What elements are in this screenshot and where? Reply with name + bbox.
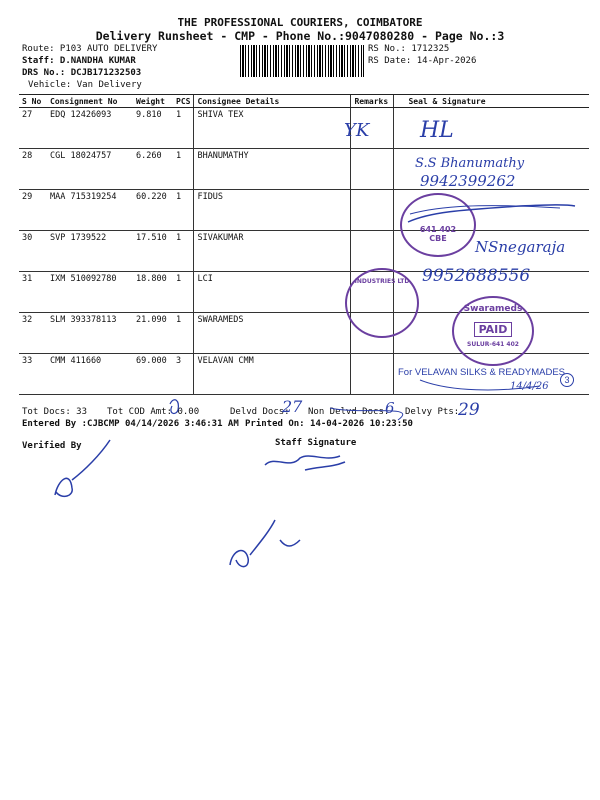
company-title: THE PROFESSIONAL COURIERS, COIMBATORE (177, 16, 423, 29)
non-delvd-docs: Non Delvd Docs: (308, 407, 390, 417)
signature-row-28-name: S.S Bhanumathy (415, 156, 525, 171)
row-sno: 27 (19, 108, 47, 149)
row-pcs: 1 (173, 313, 194, 354)
signature-row-30: NSnegaraja (475, 238, 566, 256)
row-consignment: CMM 411660 (47, 354, 133, 395)
row-weight: 69.000 (133, 354, 173, 395)
row-consignee: FIDUS (194, 190, 351, 231)
row-weight: 60.220 (133, 190, 173, 231)
row-pcs: 1 (173, 108, 194, 149)
row-consignment: MAA 715319254 (47, 190, 133, 231)
row-consignment: EDQ 12426093 (47, 108, 133, 149)
col-pcs: PCS (173, 95, 194, 108)
row-sno: 33 (19, 354, 47, 395)
fidus-seal-city: CBE (429, 234, 447, 243)
handwritten-delvy-pts: 29 (458, 400, 480, 420)
col-weight: Weight (133, 95, 173, 108)
tot-docs: Tot Docs: 33 (22, 407, 88, 417)
row-pcs: 1 (173, 272, 194, 313)
row-consignee: VELAVAN CMM (194, 354, 351, 395)
printed-on: Printed On: 14-04-2026 10:23:50 (245, 419, 413, 429)
row-sno: 29 (19, 190, 47, 231)
col-remarks: Remarks (351, 95, 394, 108)
row-weight: 17.510 (133, 231, 173, 272)
verified-by: Verified By (22, 441, 82, 451)
row-weight: 18.800 (133, 272, 173, 313)
row-sno: 28 (19, 149, 47, 190)
row-sno: 30 (19, 231, 47, 272)
row-weight: 21.090 (133, 313, 173, 354)
row-sno: 31 (19, 272, 47, 313)
swarameds-paid: PAID (474, 322, 513, 337)
delvd-docs: Delvd Docs: (230, 407, 290, 417)
row-weight: 6.260 (133, 149, 173, 190)
signature-row-33-num: 3 (560, 373, 574, 387)
col-sno: S No (19, 95, 47, 108)
drs-label: DRS No.: DCJB171232503 (22, 68, 142, 78)
row-consignee: SHIVA TEX (194, 108, 351, 149)
signature-row-28-phone: 9942399262 (420, 172, 516, 190)
swarameds-seal-city: SULUR-641 402 (467, 341, 519, 348)
velavan-stamp-text: For VELAVAN SILKS & READYMADES (398, 367, 566, 378)
lci-seal-text: INDUSTRIES LTD (354, 278, 410, 285)
delvy-pts: Delvy Pts: (405, 407, 460, 417)
signature-row-27: HL (420, 118, 454, 143)
staff-signature-label: Staff Signature (275, 438, 357, 448)
tot-cod: Tot COD Amt: 0.00 (107, 407, 200, 417)
remark-sig-27: YK (344, 120, 370, 141)
col-consignee: Consignee Details (194, 95, 351, 108)
rs-number: RS No.: 1712325 (368, 44, 450, 54)
rs-date: RS Date: 14-Apr-2026 (368, 56, 477, 66)
row-consignment: CGL 18024757 (47, 149, 133, 190)
row-consignee: SIVAKUMAR (194, 231, 351, 272)
row-consignee: SWARAMEDS (194, 313, 351, 354)
vehicle-label: Vehicle: Van Delivery (28, 80, 142, 90)
row-consignee: LCI (194, 272, 351, 313)
row-pcs: 1 (173, 190, 194, 231)
handwritten-nondelvd-count: 6 (385, 399, 395, 417)
swarameds-seal-name: Swarameds (463, 304, 523, 314)
row-weight: 9.810 (133, 108, 173, 149)
row-consignment: IXM 510092780 (47, 272, 133, 313)
row-sno: 32 (19, 313, 47, 354)
staff-label: Staff: D.NANDHA KUMAR (22, 56, 136, 66)
col-seal: Seal & Signature (394, 95, 589, 108)
handwritten-delvd-count: 27 (282, 397, 303, 416)
row-pcs: 3 (173, 354, 194, 395)
row-consignment: SLM 393378113 (47, 313, 133, 354)
row-consignment: SVP 1739522 (47, 231, 133, 272)
fidus-seal-code: 641 402 (419, 225, 457, 234)
signature-row-33-date: 14/4/26 (510, 381, 549, 392)
entered-by: Entered By :CJBCMP 04/14/2026 3:46:31 AM (22, 419, 239, 429)
row-pcs: 1 (173, 231, 194, 272)
row-pcs: 1 (173, 149, 194, 190)
col-consignment: Consignment No (47, 95, 133, 108)
signature-row-31-phone: 9952688556 (422, 266, 531, 286)
route-label: Route: P103 AUTO DELIVERY (22, 44, 158, 54)
row-consignee: BHANUMATHY (194, 149, 351, 190)
runsheet-subtitle: Delivery Runsheet - CMP - Phone No.:9047080280 - Page No.:3 (95, 29, 505, 43)
